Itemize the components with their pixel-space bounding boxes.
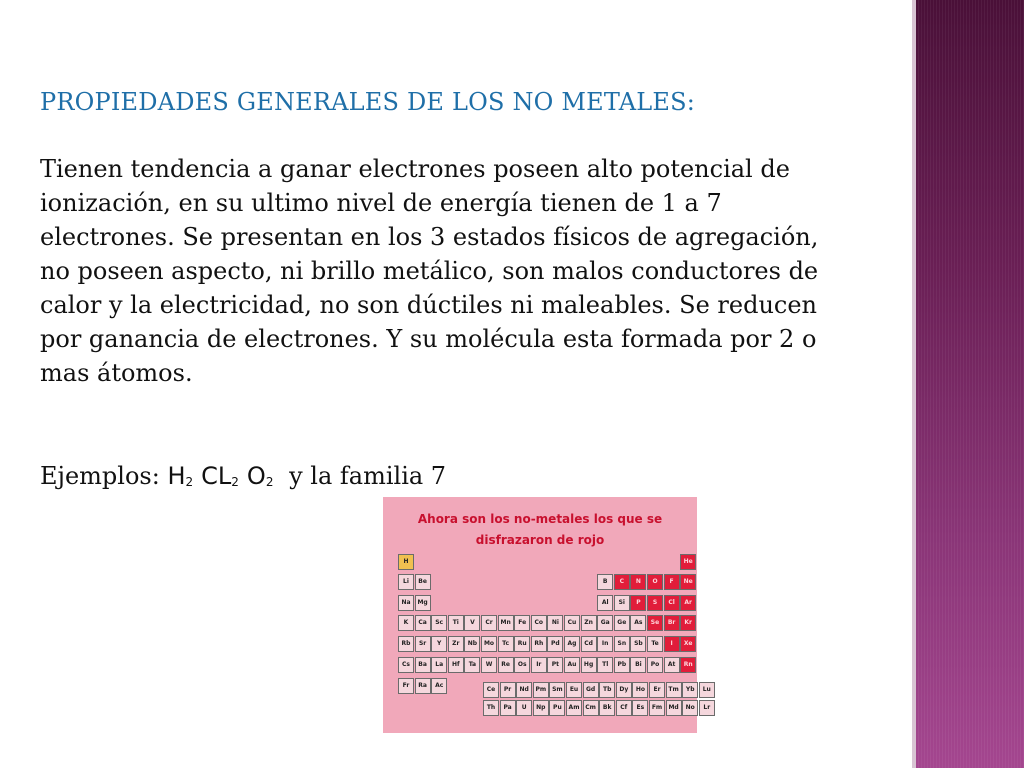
element-cell-na: Na [398,595,414,611]
element-cell-cd: Cd [581,636,597,652]
element-cell-ni: Ni [547,615,563,631]
element-cell-rb: Rb [398,636,414,652]
element-cell-cl: Cl [664,595,680,611]
element-cell-no: No [682,700,698,716]
element-cell-n: N [630,574,646,590]
element-cell-h: H [398,554,414,570]
element-cell-lr: Lr [699,700,715,716]
element-cell-b: B [597,574,613,590]
element-cell-am: Am [566,700,582,716]
element-cell-ga: Ga [597,615,613,631]
formula-cl2-symbol: CL [201,462,232,490]
element-cell-fm: Fm [649,700,665,716]
element-cell-pu: Pu [549,700,565,716]
element-cell-eu: Eu [566,682,582,698]
element-cell-au: Au [564,657,580,673]
element-cell-tc: Tc [498,636,514,652]
element-cell-at: At [664,657,680,673]
periodic-table-image [383,497,711,733]
element-cell-ta: Ta [464,657,480,673]
formula-h2-symbol: H [167,462,186,490]
element-cell-lu: Lu [699,682,715,698]
element-cell-cf: Cf [616,700,632,716]
element-cell-hf: Hf [448,657,464,673]
periodic-table-caption-line1: Ahora son los no-metales los que se [417,512,663,526]
element-cell-mg: Mg [415,595,431,611]
formula-h2-subscript: 2 [185,475,194,489]
element-cell-gd: Gd [583,682,599,698]
element-cell-sr: Sr [415,636,431,652]
examples-line [40,462,446,490]
element-cell-o: O [647,574,663,590]
element-cell-ra: Ra [415,678,431,694]
element-cell-os: Os [514,657,530,673]
element-cell-k: K [398,615,414,631]
examples-label: Ejemplos: [40,462,160,490]
element-cell-ag: Ag [564,636,580,652]
element-cell-tb: Tb [599,682,615,698]
element-cell-br: Br [664,615,680,631]
element-cell-zn: Zn [581,615,597,631]
formula-h2 [167,462,201,490]
element-cell-sb: Sb [630,636,646,652]
element-cell-pt: Pt [547,657,563,673]
sidebar-texture [912,0,1024,768]
periodic-table-caption-line2: disfrazaron de rojo [475,533,605,547]
element-cell-hg: Hg [581,657,597,673]
formula-o2-subscript: 2 [265,475,274,489]
sidebar-edge [912,0,916,768]
element-cell-ho: Ho [632,682,648,698]
element-cell-v: V [464,615,480,631]
element-cell-es: Es [632,700,648,716]
element-cell-se: Se [647,615,663,631]
element-cell-er: Er [649,682,665,698]
element-cell-dy: Dy [616,682,632,698]
element-cell-nb: Nb [464,636,480,652]
element-cell-mn: Mn [498,615,514,631]
element-cell-xe: Xe [680,636,696,652]
element-cell-ba: Ba [415,657,431,673]
element-cell-cu: Cu [564,615,580,631]
element-cell-ce: Ce [483,682,499,698]
element-cell-s: S [647,595,663,611]
element-cell-bk: Bk [599,700,615,716]
element-cell-mo: Mo [481,636,497,652]
element-cell-la: La [431,657,447,673]
element-cell-ar: Ar [680,595,696,611]
element-cell-fr: Fr [398,678,414,694]
element-cell-pd: Pd [547,636,563,652]
element-cell-rn: Rn [680,657,696,673]
element-cell-in: In [597,636,613,652]
element-cell-yb: Yb [682,682,698,698]
element-cell-si: Si [614,595,630,611]
element-cell-be: Be [415,574,431,590]
element-cell-sm: Sm [549,682,565,698]
element-cell-cs: Cs [398,657,414,673]
element-cell-kr: Kr [680,615,696,631]
element-cell-te: Te [647,636,663,652]
element-cell-pr: Pr [500,682,516,698]
element-cell-rh: Rh [531,636,547,652]
examples-rest: y la familia 7 [289,462,447,490]
element-cell-al: Al [597,595,613,611]
element-cell-po: Po [647,657,663,673]
element-cell-np: Np [533,700,549,716]
element-cell-pm: Pm [533,682,549,698]
element-cell-tm: Tm [666,682,682,698]
periodic-table-grid [383,497,711,733]
slide-body-text: Tienen tendencia a ganar electrones poseen alto potencial de ionización, en su ultimo nivel de energía tienen de 1 a 7 electrones. Se presentan en los 3 estados físicos de agregación, no poseen aspecto, ni brillo metálico, son malos conductores de calor y la electricidad, no son dúctiles ni maleables. Se reducen por ganancia de electrones. Y su molécula esta formada por 2 o mas átomos. [40,155,819,387]
element-cell-i: I [664,636,680,652]
element-cell-li: Li [398,574,414,590]
element-cell-w: W [481,657,497,673]
element-cell-re: Re [498,657,514,673]
element-cell-md: Md [666,700,682,716]
formula-o2-symbol: O [246,462,266,490]
decorative-sidebar [912,0,1024,768]
element-cell-ru: Ru [514,636,530,652]
element-cell-nd: Nd [516,682,532,698]
element-cell-ir: Ir [531,657,547,673]
element-cell-ac: Ac [431,678,447,694]
element-cell-cr: Cr [481,615,497,631]
element-cell-he: He [680,554,696,570]
element-cell-ti: Ti [448,615,464,631]
slide-title: PROPIEDADES GENERALES DE LOS NO METALES: [40,88,696,116]
element-cell-co: Co [531,615,547,631]
element-cell-th: Th [483,700,499,716]
element-cell-pa: Pa [500,700,516,716]
element-cell-tl: Tl [597,657,613,673]
element-cell-c: C [614,574,630,590]
formula-o2 [247,462,282,490]
element-cell-u: U [516,700,532,716]
formula-cl2-subscript: 2 [231,475,239,489]
element-cell-sn: Sn [614,636,630,652]
element-cell-p: P [630,595,646,611]
element-cell-as: As [630,615,646,631]
element-cell-ge: Ge [614,615,630,631]
element-cell-ne: Ne [680,574,696,590]
element-cell-zr: Zr [448,636,464,652]
element-cell-y: Y [431,636,447,652]
element-cell-fe: Fe [514,615,530,631]
element-cell-cm: Cm [583,700,599,716]
element-cell-f: F [664,574,680,590]
element-cell-sc: Sc [431,615,447,631]
element-cell-ca: Ca [415,615,431,631]
element-cell-pb: Pb [614,657,630,673]
formula-cl2 [201,462,247,490]
element-cell-bi: Bi [630,657,646,673]
